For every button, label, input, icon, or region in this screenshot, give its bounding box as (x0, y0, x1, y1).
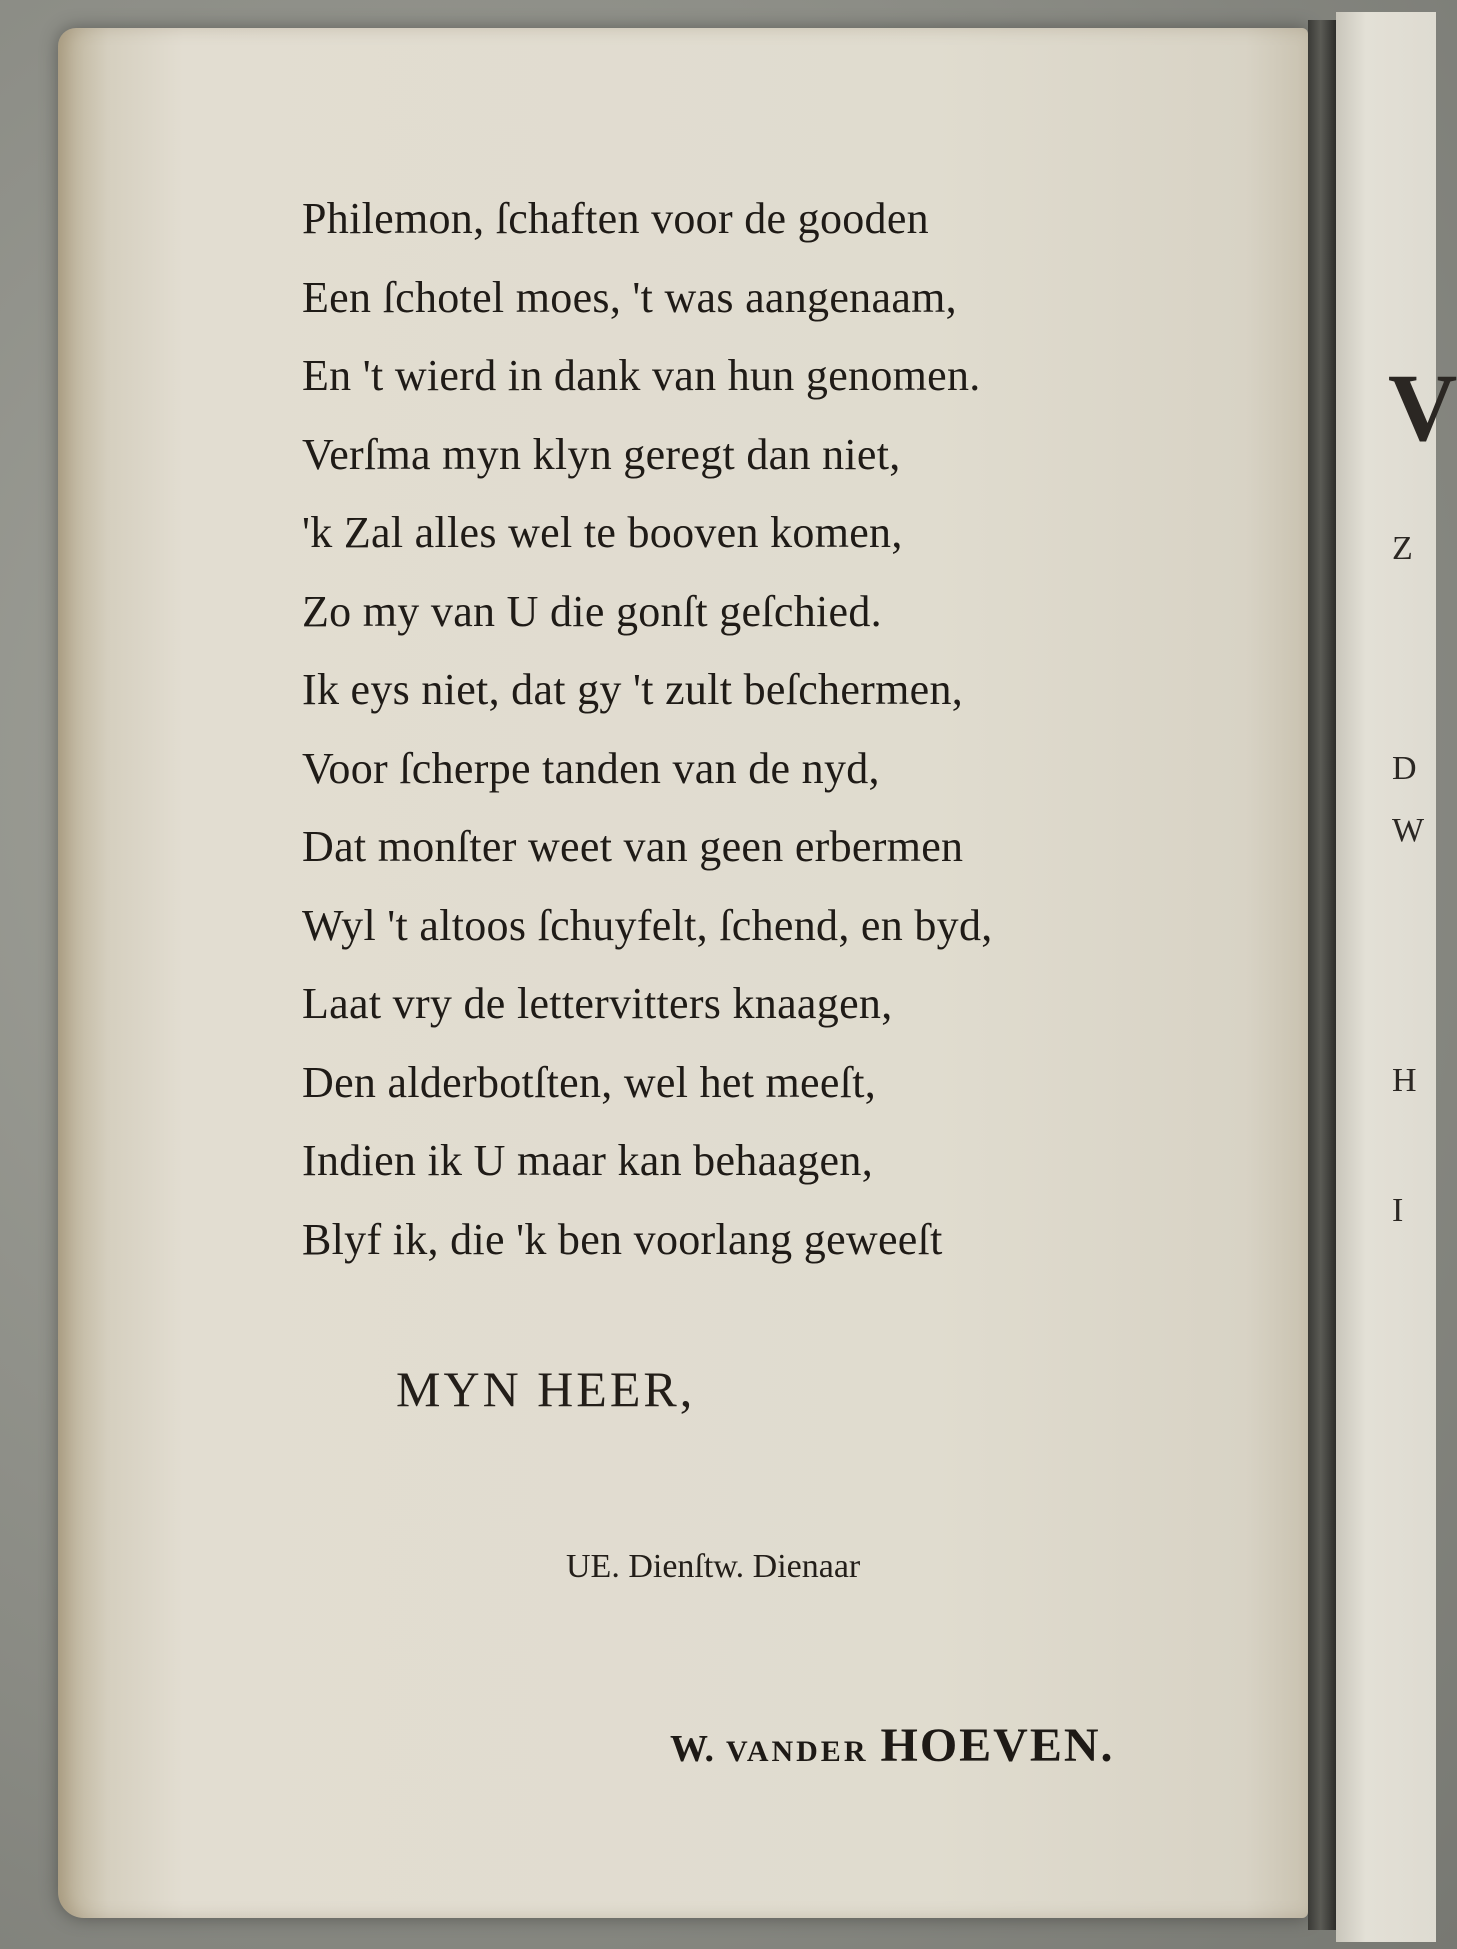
right-page-glyph: I (1392, 1192, 1404, 1229)
poem-line: Dat monſter weet van geen erbermen (302, 822, 964, 871)
right-page-glyph: Z (1392, 530, 1413, 567)
poem-line: Ik eys niet, dat gy 't zult beſchermen, (302, 665, 964, 714)
poem-line: Verſma myn klyn geregt dan niet, (302, 429, 901, 479)
signature-particle: VANDER (726, 1735, 869, 1768)
poem-line: En 't wierd in dank van hun genomen. (302, 351, 981, 400)
poem-line: 'k Zal alles wel te booven komen, (302, 508, 903, 557)
poem-line: Wyl 't altoos ſchuyfelt, ſchend, en byd, (302, 900, 993, 950)
right-page-edge (1336, 12, 1457, 1942)
signature-initial: W. (670, 1728, 715, 1770)
poem-line: Den alderbotſten, wel het meeſt, (302, 1057, 877, 1107)
poem-line: Een ſchotel moes, 't was aangenaam, (302, 272, 957, 322)
right-page-glyph: V (1388, 354, 1457, 461)
poem-line: Philemon, ſchaften voor de gooden (302, 194, 929, 243)
poem-line: Indien ik U maar kan behaagen, (302, 1136, 873, 1185)
poem-verse (302, 180, 993, 1279)
poem-line: Blyf ik, die 'k ben voorlang geweeſt (302, 1214, 943, 1264)
poem-line: Laat vry de lettervitters knaagen, (302, 979, 893, 1028)
right-page-glyph: W (1392, 812, 1425, 849)
book-gutter (1308, 20, 1336, 1930)
signature (670, 1718, 1115, 1773)
poem-line: Zo my van U die gonſt geſchied. (302, 586, 882, 636)
right-page-glyph: H (1392, 1062, 1417, 1099)
salutation: MYN HEER, (396, 1361, 696, 1417)
signature-surname: HOEVEN. (880, 1719, 1115, 1772)
servant-line: UE. Dienſtw. Dienaar (566, 1548, 861, 1585)
right-page-glyph: D (1392, 750, 1417, 787)
poem-line: Voor ſcherpe tanden van de nyd, (302, 743, 880, 793)
